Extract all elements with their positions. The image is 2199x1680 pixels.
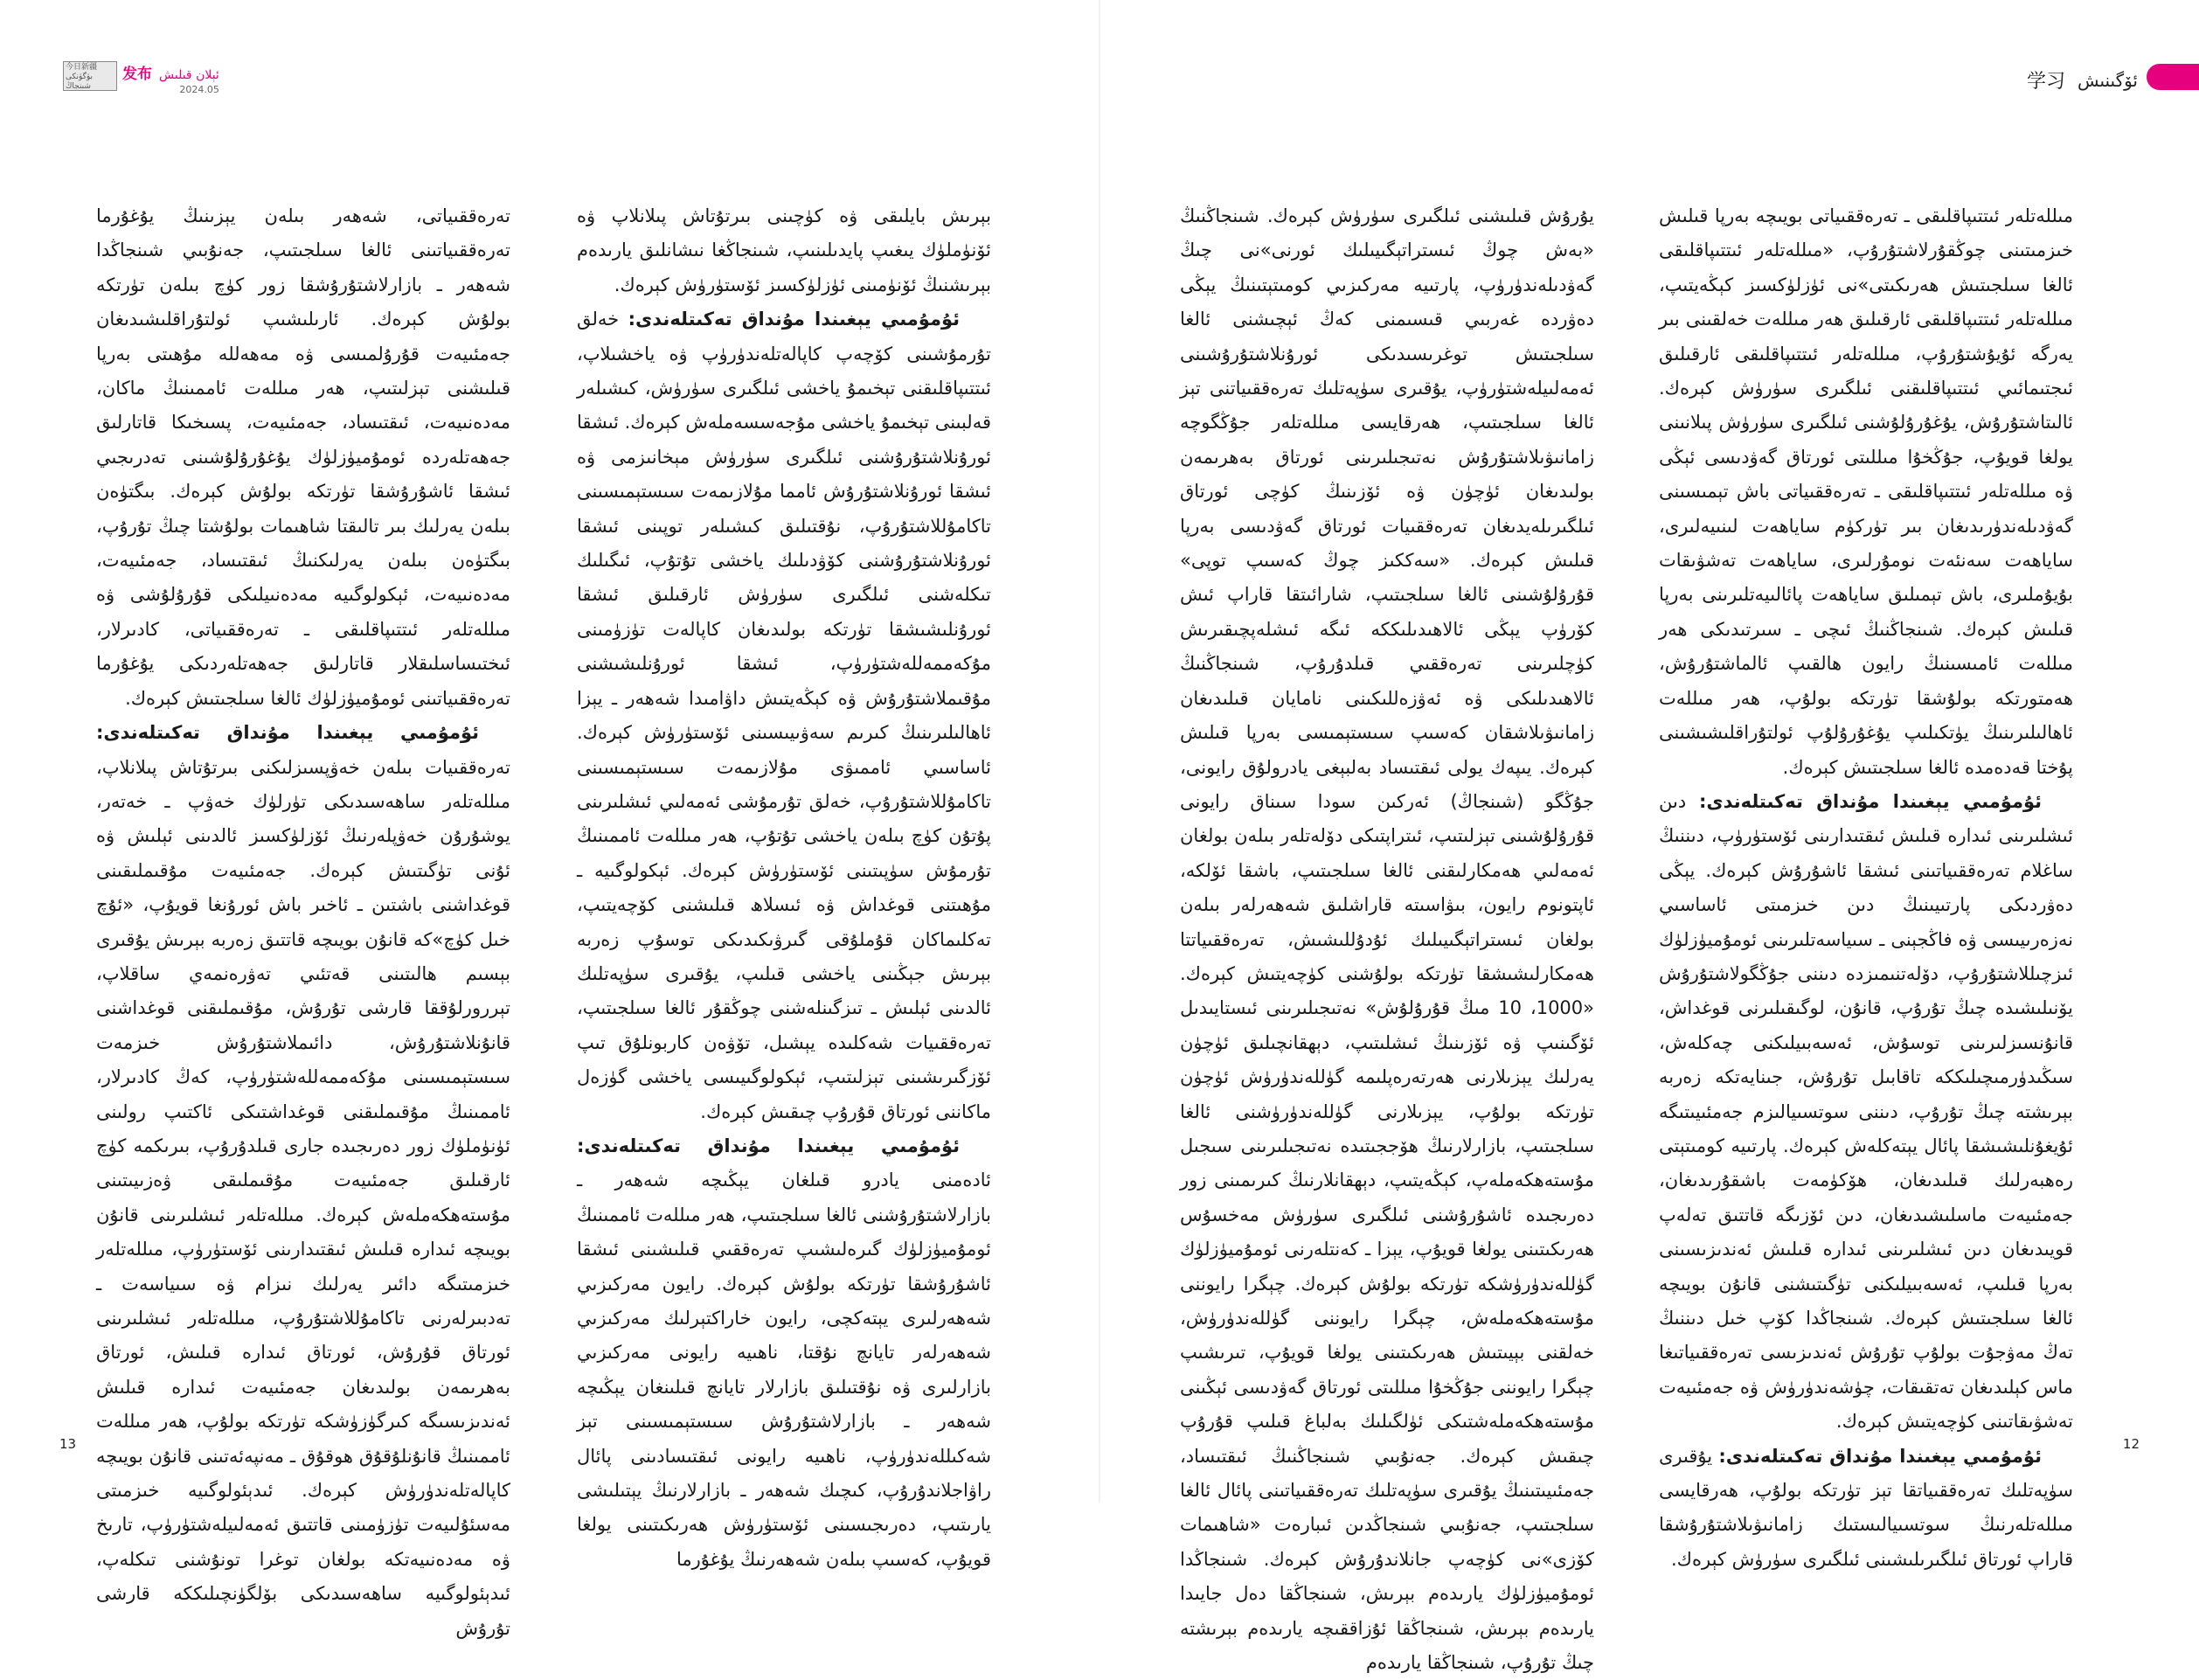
section-header xyxy=(2027,66,2138,94)
paragraph xyxy=(577,1129,991,1577)
paragraph-lead: ئۇمۇمىي يېغىندا مۇنداق تەكىتلەندى: xyxy=(96,722,479,744)
text-column-1 xyxy=(1659,199,2073,1570)
paragraph-body: دىن ئىشلىرىنى ئىدارە قىلىش ئىقتىدارىنى ئۆستۈرۈپ، دىننىڭ ساغلام تەرەققىياتىنى ئىشقا ئاشۇرۇش كېرەك. يېڭى دەۋردىكى پارتىيىنىڭ دىن خىزمىتى ئاساسىي نەزەرىيىسى ۋە فاڭجېنى ـ سىياسەتلىرىنى ئومۇميۈزلۈك ئىزچىللاشتۇرۇپ، دۆلەتنىمىزدە دىننى جۇڭگولاشتۇرۇش يۆنىلىشىدە چىڭ تۇرۇپ، قانۇن، لوگىقىلىرنى قوغداش، قانۇنسىزلىرىنى توسۇش، ئەسەبىيلىكنى چەكلەش، سىڭىدۈرمىچىلىككە تاقابىل تۇرۇش، جىنايەتكە زەربە بېرىشتە چىڭ تۇرۇپ، دىننى سوتسىيالىزم جەمئىيىتىگە ئۇيغۇنلىشىشقا پائال يېتەكلەش كېرەك. پارتىيە كومىتېتى رەھبەرلىك قىلىدىغان، ھۆكۈمەت باشقۇرىدىغان، جەمئىيەت ماسلىشىدىغان، دىن ئۆزىگە قاتتىق تەلەپ قويىدىغان دىن ئىشلىرىنى ئىدارە قىلىش ئەندىزىسىنى بەرپا قىلىپ، ئەسەبىيلىكنى تۈگىتىشنى قانۇن بويىچە ئالغا سىلجىتىش كېرەك. شىنجاڭدا كۆپ خىل دىننىڭ تەڭ مەۋجۇت بولۇپ تۇرۇش ئەندىزىسى تەرەققىياتىغا ماس كېلىدىغان تەتقىقات، چۈشەندۈرۈش ۋە جەمئىيەت تەشۋىقاتىنى كۈچەيتىش كېرەك. xyxy=(1659,790,2073,1433)
section-tab-marker xyxy=(2147,64,2199,90)
text-column-2 xyxy=(1180,199,1595,1674)
paragraph: يۇرۇش قىلىشنى ئىلگىرى سۈرۈش كېرەك. شىنجاڭنىڭ «بەش چوڭ ئىستراتېگىيىلىك ئورنى»نى چىڭ گەۋدىلەندۈرۈپ، پارتىيە مەركىزىي كومىتېتىنىڭ يېڭى دەۋردە غەربىي قىسىمنى كەڭ ئېچىشنى ئالغا سىلجىتىش توغرىسىدىكى ئورۇنلاشتۇرۇشىنى ئەمەلىيلەشتۈرۈپ، يۇقىرى سۈپەتلىك تەرەققىياتنى تېز ئالغا سىلجىتىپ، ھەرقايسى مىللەتلەر جۇڭگوچە زامانىۋىلاشتۇرۇش نەتىجىلىرىنى ئورتاق بەھرىمەن بولىدىغان ئۈچۈن ۋە ئۆزىنىڭ كۈچى ئورتاق ئىلگىرىلەيدىغان تەرەققىيات ئورتاق گەۋدىسى بەرپا قىلىش كېرەك. «سەككىز چوڭ كەسىپ توپى» قۇرۇلۇشىنى ئالغا سىلجىتىپ، شارائىتقا قاراپ ئىش كۆرۈپ يېڭى ئالاھىدىلىككە ئىگە ئىشلەپچىقىرىش كۈچلىرىنى تەرەققىي قىلدۇرۇپ، شىنجاڭنىڭ ئالاھىدىلىكى ۋە ئەۋزەللىكىنى نامايان قىلىدىغان زامانىۋىلاشقان كەسىپ سىستېمىسى بەرپا قىلىش كېرەك. يىپەك يولى ئىقتىساد بەلبېغى يادرولۇق رايونى، جۇڭگو (شىنجاڭ) ئەركىن سودا سىناق رايونى قۇرۇلۇشىنى تېزلىتىپ، ئىتراپتىكى دۆلەتلەر بىلەن بولغان ئەمەلىي ھەمكارلىقنى ئالغا سىلجىتىپ، باشقا ئۆلكە، ئاپتونوم رايون، بىۋاسىتە قاراشلىق شەھەرلەر بىلەن بولغان ئىستراتېگىيىلىك ئۇدۇللىشىش، تەرەققىياتتا ھەمكارلىشىشقا تۈرتكە بولۇشنى كۈچەيتىش كېرەك. «1000، 10 مىڭ قۇرۇلۇش» نەتىجىلىرىنى ئىستايىدىل ئۆگىنىپ ۋە ئۆزىنىڭ ئىشلىتىپ، دېھقانچىلىق ئۈچۈن يەرلىك يېزىلارنى ھەرتەرەپلىمە گۈللەندۈرۈش ئۈچۈن تۈرتكە بولۇپ، يېزىلارنى گۈللەندۈرۈشنى ئالغا سىلجىتىپ، بازارلارنىڭ ھۆججىتىدە نەتىجىلىرىنى سىجىل مۇستەھكەملەپ، كېڭەيتىپ، دېھقانلارنىڭ كىرىمىنى زور دەرىجىدە ئاشۇرۇشنى ئىلگىرى سۈرۈش مەخسۇس ھەرىكىتىنى يولغا قويۇپ، يېزا ـ كەنتلەرنى ئومۇميۈزلۈك گۈللەندۈرۈشكە تۈرتكە بولۇش كېرەك. چېگرا رايوننى مۇستەھكەملەش، چېگرا رايوننى گۈللەندۈرۈش، خەلقنى بېيىتىش ھەرىكىتىنى يولغا قويۇپ، تىرىشىپ چېگرا رايوننى جۇڭخۇا مىللىتى ئورتاق گەۋدىسى ئېڭىنى مۇستەھكەملەشتىكى ئۈلگىلىك بەلباغ قىلىپ قۇرۇپ چىقىش كېرەك. جەنۇبىي شىنجاڭنىڭ ئىقتىساد، جەمئىيىتىنىڭ يۇقىرى سۈپەتلىك تەرەققىياتىنى پائال ئالغا سىلجىتىپ، جەنۇبىي شىنجاڭدىن ئىبارەت «شاھىمات كۆزى»نى كۈچەپ جانلاندۇرۇش كېرەك. شىنجاڭدا ئومۇميۈزلۈك يارىدەم بېرىش، شىنجاڭقا دەل جايىدا يارىدەم بېرىش، شىنجاڭقا ئۇزاققىچە يارىدەم بېرىشتە چىڭ تۇرۇپ، شىنجاڭقا يارىدەم xyxy=(1180,205,1595,1674)
paragraph-body: تەرەققىيات بىلەن خەۋپسىزلىكنى بىرتۇتاش پىلانلاپ، مىللەتلەر ساھەسىدىكى تۈرلۈك خەۋپ ـ خەتەر، يوشۇرۇن خەۋپلەرنىڭ ئۆزلۈكسىز ئالدىنى ئېلىش ۋە ئۇنى تۈگىتىش كېرەك. جەمئىيەت مۇقىملىقىنى قوغداشنى باشتىن ـ ئاخىر باش ئورۇنغا قويۇپ، «ئۇچ خىل كۈچ»كە قانۇن بويىچە قاتتىق زەربە بېرىش يۇقىرى بېسىم ھالىتىنى قەتئىي تەۋرەنمەي ساقلاپ، تېررورلۇققا قارشى تۇرۇش، مۇقىملىقنى قوغداشنى قانۇنلاشتۇرۇش، دائىملاشتۇرۇش خىزمەت سىستېمىسىنى مۇكەممەللەشتۈرۈپ، كەڭ كادىرلار، ئاممىنىڭ مۇقىملىقنى قوغداشتىكى ئاكتىپ رولىنى ئۈنۈملۈك زور دەرىجىدە جارى قىلدۇرۇپ، بىرىكمە كۈچ ئارقىلىق جەمئىيەت مۇقىملىقى ۋەزىيىتىنى مۇستەھكەملەش كېرەك. مىللەتلەر ئىشلىرىنى قانۇن بويىچە ئىدارە قىلىش ئىقتىدارىنى ئۆستۈرۈپ، مىللەتلەر خىزمىتىگە دائىر يەرلىك نىزام ۋە سىياسەت ـ تەدبىرلەرنى تاكامۇللاشتۇرۇپ، مىللەتلەر ئىشلىرىنى ئورتاق قۇرۇش، ئورتاق ئىدارە قىلىش، ئورتاق بەھرىمەن بولىدىغان جەمئىيەت ئىدارە قىلىش ئەندىزىسىگە كىرگۈزۈشكە تۈرتكە بولۇپ، ھەر مىللەت ئاممىنىڭ قانۇنلۇقۇق ھوقۇق ـ مەنپەئەتىنى قانۇن بويىچە كاپالەتلەندۈرۈش كېرەك. ئىدېئولوگىيە خىزمىتى مەسئۇلىيەت تۈزۈمىنى قاتتىق ئەمەلىيلەشتۈرۈپ، تارىخ ۋە مەدەنىيەتكە بولغان توغرا تونۇشنى تىكلەپ، ئىدېئولوگىيە ساھەسىدىكى بۆلگۈنچىلىككە قارشى تۇرۇش xyxy=(96,756,510,1639)
text-column-3 xyxy=(577,199,991,1570)
paragraph-body: خەلق تۇرمۇشىنى كۆچەپ كاپالەتلەندۈرۈپ ۋە ياخشىلاپ، ئىتتىپاقلىقنى تېخىمۇ ياخشى ئىلگىرى سۈرۈش، كىشىلەر قەلبىنى تېخىمۇ ياخشى مۇجەسسەملەش كېرەك. ئىشقا ئورۇنلاشتۇرۇشنى ئىلگىرى سۈرۈش مېخانىزمى ۋە ئىشقا ئورۇنلاشتۇرۇش ئامما مۇلازىمەت سىستېمىسىنى تاكامۇللاشتۇرۇپ، نۇقتىلىق كىشىلەر توپىنى ئىشقا ئورۇنلاشتۇرۇشنى كۆۋدىلىك ياخشى تۇتۇپ، ئىگىلىك تىكلەشنى ئىلگىرى سۈرۈش ئارقىلىق ئىشقا ئورۇنلىشىشقا تۈرتكە بولىدىغان كاپالەت تۈزۈمىنى مۇكەممەللەشتۈرۈپ، ئىشقا ئورۇنلىشىشنى مۇقىملاشتۇرۇش ۋە كېڭەيتىش داۋامىدا شەھەر ـ يېزا ئاھالىلىرىنىڭ كىرىم سەۋىيىسىنى ئۆستۈرۈش كېرەك. ئاساسىي ئاممىۋى مۇلازىمەت سىستېمىسىنى تاكامۇللاشتۇرۇپ، خەلق تۇرمۇشى ئەمەلىي ئىشلىرىنى پۇتۇن كۈچ بىلەن ياخشى تۇتۇپ، ھەر مىللەت ئاممىنىڭ تۇرمۇش سۈپىتىنى ئۆستۈرۈش كېرەك. ئېكولوگىيە ـ مۇھىتنى قوغداش ۋە ئىسلاھ قىلىشنى كۆچەيتىپ، تەكلىماكان قۇملۇقى گىرۋىكىدىكى توسۇپ زەربە بېرىش جېڭىنى ياخشى قىلىپ، يۇقىرى سۈپەتلىك ئالدىنى ئېلىش ـ تىزگىنلەشنى چوڭقۇر ئالغا سىلجىتىپ، تەرەققىيات شەكلىدە يېشىل، تۆۋەن كاربونلۇق تىپ ئۆزگىرىشىنى تېزلىتىپ، ئېكولوگىيىسى ياخشى گۈزەل ماكاننى ئورتاق قۇرۇپ چىقىش كېرەك. xyxy=(577,309,991,1122)
paragraph-body: يۇقىرى سۈپەتلىك تەرەققىياتقا تېز تۈرتكە بولۇپ، ھەرقايسى مىللەتلەرنىڭ سوتسىيالىستىك زامانىۋىلاشتۇرۇشقا قاراپ ئورتاق ئىلگىرىلىشىنى ئىلگىرى سۈرۈش كېرەك. xyxy=(1659,1445,2073,1570)
section-title-ug: ئۆگىنىش xyxy=(2077,69,2138,91)
text-column-4 xyxy=(96,199,510,1639)
paragraph-lead: ئۇمۇمىي يېغىندا مۇنداق تەكىتلەندى: xyxy=(1698,790,2043,812)
paragraph: تەرەققىياتى، شەھەر بىلەن يېزىنىڭ يۇغۇرما تەرەققىياتىنى ئالغا سىلجىتىپ، جەنۇبىي شىنجاڭدا شەھەر ـ بازارلاشتۇرۇشقا زور كۈچ بىلەن تۈرتكە بولۇش كېرەك. ئارىلىشىپ ئولتۇراقلىشىدىغان جەمئىيەت قۇرۇلمىسى ۋە مەھەللە مۇھىتى بەرپا قىلىشنى تېزلىتىپ، ھەر مىللەت ئاممىنىڭ ماكان، مەدەنىيەت، ئىقتىساد، جەمئىيەت، پسىخىكا قاتارلىق جەھەتلەردە ئومۇميۈزلۈك يۇغۇرۇلۇشىنى تەدرىجىي ئىشقا ئاشۇرۇشقا تۈرتكە بولۇش كېرەك. بىگتۈەن بىلەن يەرلىك بىر تالىقتا شاھىمات بولۇشتا چىڭ تۇرۇپ، بىگتۈەن بىلەن يەرلىكنىڭ ئىقتىساد، جەمئىيەت، مەدەنىيەت، ئېكولوگىيە مەدەنىيلىكى قۇرۇلۇشى ۋە مىللەتلەر ئىتتىپاقلىقى ـ تەرەققىياتى، كادىرلار، ئىختىساسلىقلار قاتارلىق جەھەتلەردىكى يۇغۇرما تەرەققىياتىنى ئومۇميۈزلۈك ئالغا سىلجىتىش كېرەك. xyxy=(96,205,510,709)
page-number-left: 13 xyxy=(59,1436,77,1452)
issue-date: 2024.05 xyxy=(179,84,219,95)
section-title-cn: 学习 xyxy=(2026,71,2065,93)
paragraph-lead: ئۇمۇمىي يېغىندا مۇنداق تەكىتلەندى: xyxy=(628,309,960,330)
right-page xyxy=(1100,0,2199,1674)
left-page xyxy=(0,0,1100,1639)
paragraph xyxy=(96,716,510,1646)
page-number-right: 12 xyxy=(2122,1436,2140,1452)
paragraph-lead: ئۇمۇمىي يېغىندا مۇنداق تەكىتلەندى: xyxy=(1718,1445,2042,1467)
publication-brand xyxy=(122,61,219,95)
paragraph-body: ئادەمنى يادرو قىلغان يېڭىچە شەھەر ـ بازارلاشتۇرۇشنى ئالغا سىلجىتىپ، ھەر مىللەت ئاممىنىڭ ئومۇميۈزلۈك گىرەلىشىپ تەرەققىي قىلىشىنى ئىشقا ئاشۇرۇشقا تۈرتكە بولۇش كېرەك. رايون مەركىزىي شەھەرلىرى يېتەكچى، رايون خاراكتېرلىك مەركىزىي شەھەرلەر تايانچ نۇقتا، ناھىيە رايونى مەركىزىي بازارلىرى ۋە نۇقتىلىق بازارلار تايانچ قىلىنغان يېڭىچە شەھەر ـ بازارلاشتۇرۇش سىستېمىسىنى تېز شەكىللەندۈرۈپ، ناھىيە رايونى ئىقتىسادىنى پائال راۋاجلاندۇرۇپ، كىچىك شەھەر ـ بازارلارنىڭ يېتىلىشى يارىتىپ، دەرىجىسىنى ئۆستۈرۈش ھەرىكىتىنى يولغا قويۇپ، كەسىپ بىلەن شەھەرنىڭ يۇغۇرما xyxy=(577,1170,991,1570)
paragraph: بېرىش بايلىقى ۋە كۈچىنى بىرتۇتاش پىلانلاپ ۋە ئۆنۈملۈك يىغىپ پايدىلىنىپ، شىنجاڭغا نىشانلىق يارىدەم بېرىشنىڭ ئۆنۈمىنى ئۈزلۈكسىز ئۆستۈرۈش كېرەك. xyxy=(577,205,991,295)
paragraph-lead: ئۇمۇمىي يېغىندا مۇنداق تەكىتلەندى: xyxy=(577,1135,960,1156)
publication-name-cn: 发布 xyxy=(122,66,152,83)
paragraph: مىللەتلەر ئىتتىپاقلىقى ـ تەرەققىياتى بويىچە بەرپا قىلىش خىزمىتىنى چوڭقۇرلاشتۇرۇپ، «مىللەتلەر ئىتتىپاقلىقى ئالغا سىلجىتىش ھەرىكىتى»نى ئۈزلۈكسىز كېڭەيتىپ، مىللەتلەر ئىتتىپاقلىقى ئارقىلىق ھەر مىللەت خەلقىنى بىر يەرگە ئۇيۇشتۇرۇپ، مىللەتلەر ئىتتىپاقلىقى ئارقىلىق ئىجتىمائىي ئىتتىپاقلىقنى ئىلگىرى سۈرۈش كېرەك. ئالىتاشتۇرۇش، يۇغۇرۇلۇشنى ئىلگىرى سۈرۈش پىلانىنى يولغا قويۇپ، جۇڭخۇا مىللىتى ئورتاق گەۋدىسى ئېڭى ۋە مىللەتلەر ئىتتىپاقلىقى ـ تەرەققىياتى باش تېمىسىنى گەۋدىلەندۈرىدىغان بىر تۈركۈم ساياھەت لىنىيەلىرى، ساياھەت سەنئەت نومۇرلىرى، ساياھەت تەشۋىقات بۇيۇملىرى، باش تېمىلىق ساياھەت پائالىيەتلىرىنى بەرپا قىلىش كېرەك. شىنجاڭنىڭ ئىچى ـ سىرتىدىكى ھەر مىللەت ئامىسىنىڭ رايون ھالقىپ ئالماشتۇرۇش، ھەمتورتكە بولۇشقا تۈرتكە بولۇپ، ھەر مىللەت ئاھالىلىرىنىڭ يۈتكىلىپ يۇغۇرۇلۇپ ئولتۇراقلىشىشىنى پۇختا قەدەمدە ئالغا سىلجىتىش كېرەك. xyxy=(1659,205,2073,778)
paragraph xyxy=(1659,1440,2073,1578)
publication-name-ug: ئېلان قىلىش xyxy=(159,68,219,82)
paragraph xyxy=(577,302,991,1129)
masthead xyxy=(63,61,219,95)
paragraph xyxy=(1659,785,2073,1440)
publication-logo: 今日新疆 بۈگۈنكى شىنجاڭ xyxy=(63,61,117,91)
